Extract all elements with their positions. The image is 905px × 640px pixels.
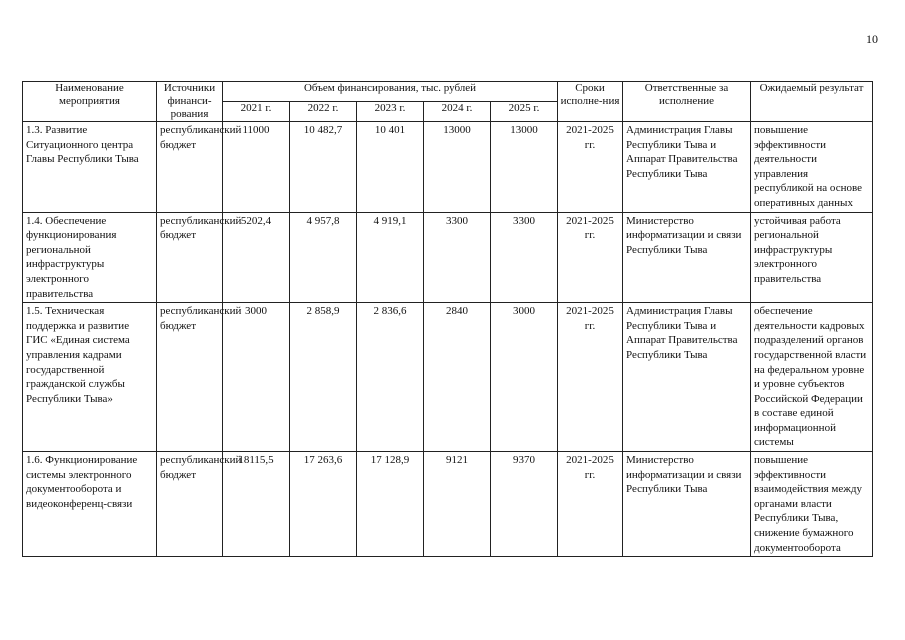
header-row <box>23 82 873 102</box>
row-result: обеспечение деятельности кадровых подразделений органов государственной власти на федеральном уровне и уровне субъектов Российской Федерации в составе единой информационной системы <box>751 303 873 452</box>
row-value-2023: 10 401 <box>357 122 424 213</box>
row-value-2022: 17 263,6 <box>290 452 357 557</box>
header-year: 2024 г. <box>424 102 491 122</box>
row-value-2024: 3300 <box>424 212 491 303</box>
row-value-2024: 2840 <box>424 303 491 452</box>
funding-table <box>22 81 873 557</box>
row-source: республиканский бюджет <box>157 122 223 213</box>
header-year: 2023 г. <box>357 102 424 122</box>
header-year: 2025 г. <box>491 102 558 122</box>
row-value-2021: 18115,5 <box>223 452 290 557</box>
row-responsible: Администрация Главы Республики Тыва и Аппарат Правительства Республики Тыва <box>623 122 751 213</box>
row-source: республиканский бюджет <box>157 212 223 303</box>
row-value-2023: 4 919,1 <box>357 212 424 303</box>
table-row <box>23 212 873 303</box>
row-name: 1.6. Функционирование системы электронного документооборота и видеоконференц-связи <box>23 452 157 557</box>
row-responsible: Министерство информатизации и связи Республики Тыва <box>623 452 751 557</box>
row-value-2024: 13000 <box>424 122 491 213</box>
row-name: 1.3. Развитие Ситуационного центра Главы Республики Тыва <box>23 122 157 213</box>
row-value-2022: 4 957,8 <box>290 212 357 303</box>
row-term: 2021-2025 гг. <box>558 122 623 213</box>
header-year: 2022 г. <box>290 102 357 122</box>
row-value-2022: 2 858,9 <box>290 303 357 452</box>
row-term: 2021-2025 гг. <box>558 212 623 303</box>
row-value-2024: 9121 <box>424 452 491 557</box>
row-responsible: Министерство информатизации и связи Республики Тыва <box>623 212 751 303</box>
row-value-2023: 2 836,6 <box>357 303 424 452</box>
row-value-2023: 17 128,9 <box>357 452 424 557</box>
row-term: 2021-2025 гг. <box>558 303 623 452</box>
table-row <box>23 303 873 452</box>
row-value-2025: 13000 <box>491 122 558 213</box>
header-year: 2021 г. <box>223 102 290 122</box>
row-value-2021: 3000 <box>223 303 290 452</box>
header-responsible: Ответственные за исполнение <box>623 82 751 122</box>
header-sources: Источники финанси-рования <box>157 82 223 122</box>
table-row <box>23 122 873 213</box>
row-value-2025: 3000 <box>491 303 558 452</box>
row-value-2022: 10 482,7 <box>290 122 357 213</box>
row-value-2021: 11000 <box>223 122 290 213</box>
table-row <box>23 452 873 557</box>
row-name: 1.5. Техническая поддержка и развитие ГИС «Единая система управления кадрами государственной гражданской службы Республики Тыва» <box>23 303 157 452</box>
row-name: 1.4. Обеспечение функционирования региональной инфраструктуры электронного правительства <box>23 212 157 303</box>
header-terms: Сроки исполне-ния <box>558 82 623 122</box>
header-result: Ожидаемый результат <box>751 82 873 122</box>
page-number: 10 <box>866 32 878 46</box>
row-responsible: Администрация Главы Республики Тыва и Аппарат Правительства Республики Тыва <box>623 303 751 452</box>
row-result: повышение эффективности взаимодействия между органами власти Республики Тыва, снижение бумажного документооборота <box>751 452 873 557</box>
header-funding: Объем финансирования, тыс. рублей <box>223 82 558 102</box>
row-value-2025: 3300 <box>491 212 558 303</box>
row-source: республиканский бюджет <box>157 452 223 557</box>
row-value-2025: 9370 <box>491 452 558 557</box>
row-source: республиканский бюджет <box>157 303 223 452</box>
header-name: Наименование мероприятия <box>23 82 157 122</box>
row-term: 2021-2025 гг. <box>558 452 623 557</box>
row-value-2021: 5202,4 <box>223 212 290 303</box>
row-result: устойчивая работа региональной инфраструктуры электронного правительства <box>751 212 873 303</box>
row-result: повышение эффективности деятельности управления республикой на основе оперативных данных <box>751 122 873 213</box>
